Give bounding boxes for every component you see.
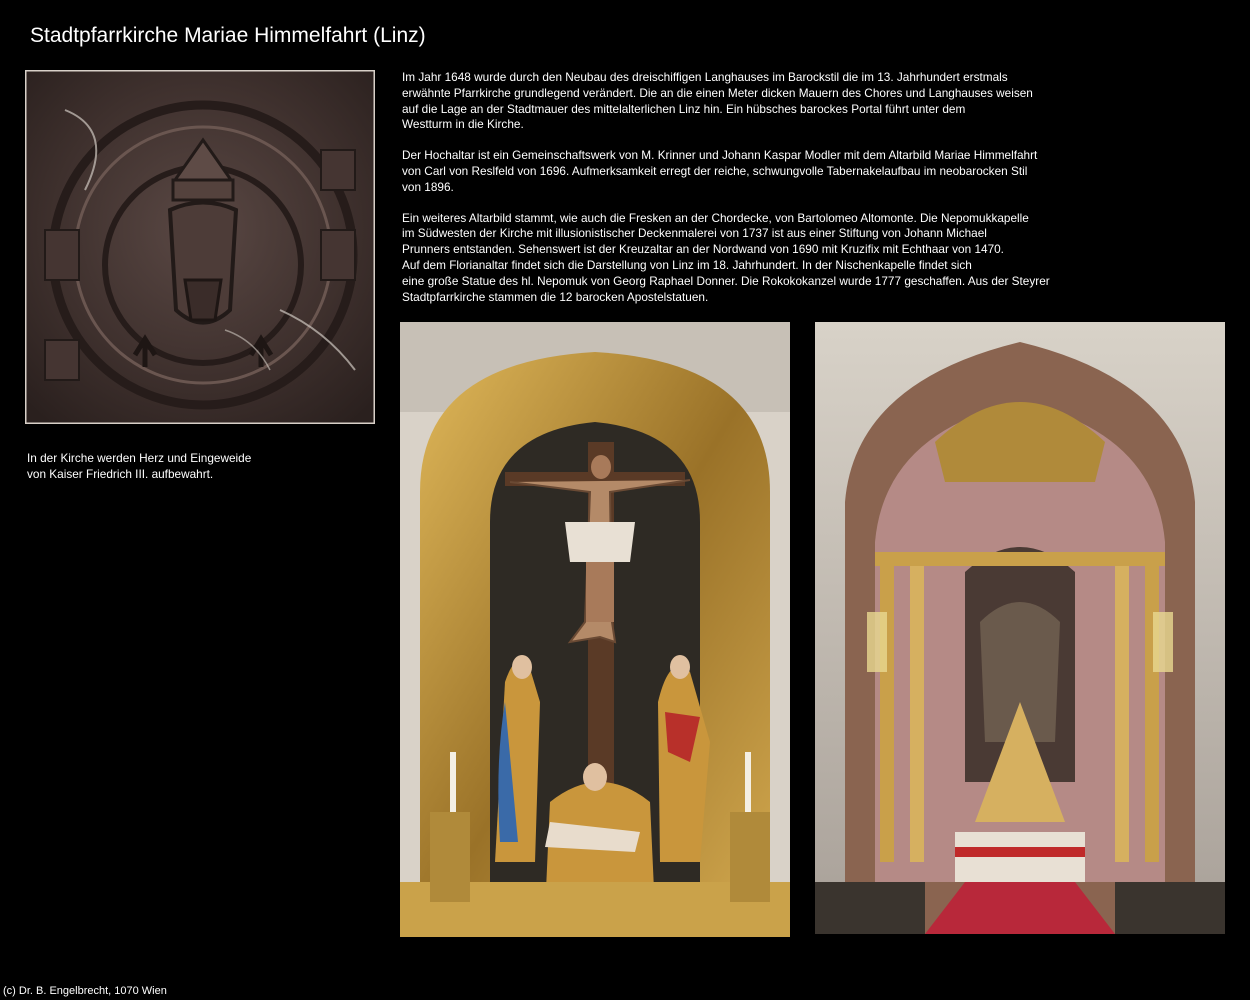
crucifix-altar-icon (400, 322, 790, 937)
plaque-caption: In der Kirche werden Herz und Eingeweide von Kaiser Friedrich III. aufbewahrt. (27, 451, 252, 481)
paragraph-chapels: Ein weiteres Altarbild stammt, wie auch die Fresken an der Chordecke, von Bartolomeo Altomonte. Die Nepomukkapelle im Südwesten der Kirche mit illusionistischer Deckenmalerei von 1737 ist aus einer Stiftung von Johann Michael Prunners entstanden. Sehenswert ist der Kreuzaltar an der Nordwand von 1690 mit Kruzifix mit Echthaar von 1470. Auf dem Florianaltar findet sich die Darstellung von Linz im 18. Jahrhundert. In der Nischenkapelle findet sich eine große Statue des hl. Nepomuk von Georg Raphael Donner. Die Rokokokanzel wurde 1777 geschaffen. Aus der Steyrer Stadtpfarrkirche stammen die 12 barocken Apostelstatuen. (402, 210, 1050, 304)
description-text (402, 70, 1072, 320)
copyright-footer: (c) Dr. B. Engelbrecht, 1070 Wien (3, 985, 167, 997)
page-title: Stadtpfarrkirche Mariae Himmelfahrt (Linz) (30, 24, 426, 47)
paragraph-history: Im Jahr 1648 wurde durch den Neubau des dreischiffigen Langhauses im Barockstil die im 13. Jahrhundert erstmals erwähnte Pfarrkirche grundlegend verändert. Die an die einen Meter dicken Mauern des Chores und Langhauses weisen auf die Lage an der Stadtmauer des mittelalterlichen Linz hin. Ein hübsches barockes Portal führt unter dem Westturm in die Kirche. (402, 70, 1033, 132)
carved-marble-plaque-icon (25, 70, 375, 424)
paragraph-high-altar: Der Hochaltar ist ein Gemeinschaftswerk von M. Krinner und Johann Kaspar Modler mit dem Altarbild Mariae Himmelfahrt von Carl von Reslfeld von 1696. Aufmerksamkeit erregt der reiche, schwungvolle Tabernakelaufbau im neobarocken Stil von 1896. (402, 148, 1038, 194)
plaque-photo (25, 70, 375, 424)
high-altar-photo (815, 322, 1225, 934)
high-altar-icon (815, 322, 1225, 934)
crucifix-photo (400, 322, 790, 937)
